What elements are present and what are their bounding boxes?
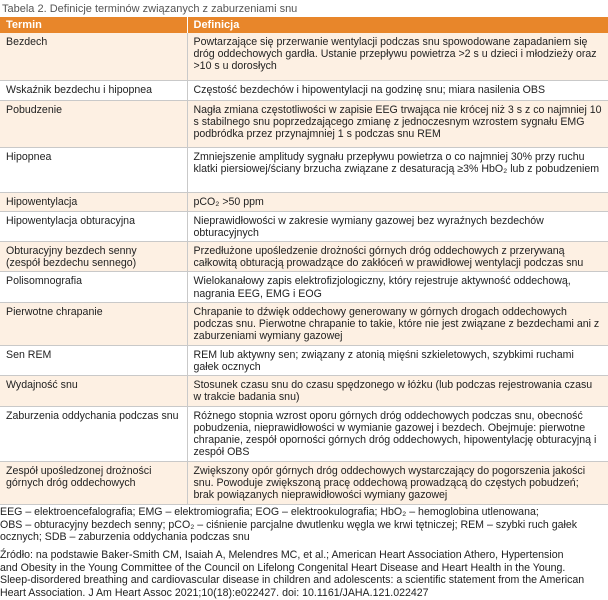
table-caption: Tabela 2. Definicje terminów związanych z zaburzeniami snu [2, 3, 298, 15]
definition-cell: Nieprawidłowości w zakresie wymiany gazowej bez wyraźnych bezdechów obturacyjnych [187, 211, 608, 241]
table-row [0, 211, 608, 241]
table-row [0, 147, 608, 192]
term-cell: Sen REM [0, 345, 187, 375]
definitions-table [0, 17, 608, 505]
definition-cell: Chrapanie to dźwięk oddechowy generowany w górnych drogach oddechowych podczas snu. Pierwotne chrapanie to takie, które nie jest związane z bezdechami ani z zaburzeniami wymiany gazowej [187, 302, 608, 345]
definition-cell: pCO₂ >50 ppm [187, 192, 608, 211]
term-cell: Hipopnea [0, 147, 187, 192]
term-cell: Hipowentylacja [0, 192, 187, 211]
definition-cell: Nagła zmiana częstotliwości w zapisie EEG trwająca nie krócej niż 3 s z co najmniej 10 s stabilnego snu poprzedzającego zmianę z jednoczesnym wzrostem sygnału EMG podbródka przez przynajmniej 1 s podczas snu REM [187, 100, 608, 147]
source-footnote: Źródło: na podstawie Baker-Smith CM, Isaiah A, Melendres MC, et al.; American Heart Association Athero, Hypertension and Obesity in the Young Committee of the Council on Lifelong Congenital Heart Disease and Heart Health in the Young. Sleep-disordered breathing and cardiovascular disease in children and adolescents: a scientific statement from the American Heart Association. J Am Heart Assoc 2021;10(18):e022427. doi: 10.1161/JAHA.121.022427 [0, 549, 585, 599]
table-row [0, 100, 608, 147]
table-row [0, 461, 608, 504]
table-row [0, 192, 608, 211]
definition-cell: Stosunek czasu snu do czasu spędzonego w łóżku (lub podczas rejestrowania czasu w trakcie badania snu) [187, 376, 608, 406]
term-cell: Wydajność snu [0, 376, 187, 406]
term-cell: Wskaźnik bezdechu i hipopnea [0, 80, 187, 100]
term-cell: Pierwotne chrapanie [0, 302, 187, 345]
table-row [0, 33, 608, 80]
header-term: Termin [0, 17, 187, 33]
table-row [0, 302, 608, 345]
abbreviations-footnote: EEG – elektroencefalografia; EMG – elektromiografia; EOG – elektrookulografia; HbO₂ – hemoglobina utlenowana; OBS – obturacyjny bezdech senny; pCO₂ – ciśnienie parcjalne dwutlenku węgla we krwi tętniczej; REM – szybki ruch gałek ocznych; SDB – zaburzenia oddychania podczas snu [0, 506, 578, 543]
definition-cell: Różnego stopnia wzrost oporu górnych dróg oddechowych podczas snu, obecność pobudzenia, nieprawidłowości w wymianie gazowej i bezdech. Obejmuje: pierwotne chrapanie, zespół oporności górnych dróg oddechowych, hipowentylację obturacyjną i zespół OBS [187, 406, 608, 461]
term-cell: Bezdech [0, 33, 187, 80]
term-cell: Polisomnografia [0, 272, 187, 302]
term-cell: Pobudzenie [0, 100, 187, 147]
term-cell: Hipowentylacja obturacyjna [0, 211, 187, 241]
definition-cell: Zwiększony opór górnych dróg oddechowych wystarczający do pogorszenia jakości snu. Powoduje zwiększoną pracę oddechową prowadzącą do częstych pobudzeń; brak powiązanych nieprawidłowości wymiany gazowej [187, 461, 608, 504]
definition-cell: Częstość bezdechów i hipowentylacji na godzinę snu; miara nasilenia OBS [187, 80, 608, 100]
table-row [0, 272, 608, 302]
term-cell: Zaburzenia oddychania podczas snu [0, 406, 187, 461]
table-row [0, 345, 608, 375]
definition-cell: Wielokanałowy zapis elektrofizjologiczny, który rejestruje aktywność oddechową, nagrania EEG, EMG i EOG [187, 272, 608, 302]
header-definition: Definicja [187, 17, 608, 33]
definition-cell: Powtarzające się przerwanie wentylacji podczas snu spowodowane zapadaniem się dróg oddechowych gardła. Ustanie przepływu powietrza >2 s u dzieci i młodzieży oraz >10 s u dorosłych [187, 33, 608, 80]
definition-cell: REM lub aktywny sen; związany z atonią mięśni szkieletowych, szybkimi ruchami gałek ocznych [187, 345, 608, 375]
definition-cell: Zmniejszenie amplitudy sygnału przepływu powietrza o co najmniej 30% przy ruchu klatki piersiowej/ściany brzucha związane z desaturacją ≥3% HbO₂ lub z pobudzeniem [187, 147, 608, 192]
definition-cell: Przedłużone upośledzenie drożności górnych dróg oddechowych z przerywaną całkowitą obturacją prowadzące do zakłóceń w prawidłowej wentylacji podczas snu [187, 241, 608, 271]
table-row [0, 241, 608, 271]
table-row [0, 376, 608, 406]
term-cell: Obturacyjny bezdech senny (zespół bezdechu sennego) [0, 241, 187, 271]
table-row [0, 80, 608, 100]
table-header-row [0, 17, 608, 33]
table-row [0, 406, 608, 461]
term-cell: Zespół upośledzonej drożności górnych dróg oddechowych [0, 461, 187, 504]
